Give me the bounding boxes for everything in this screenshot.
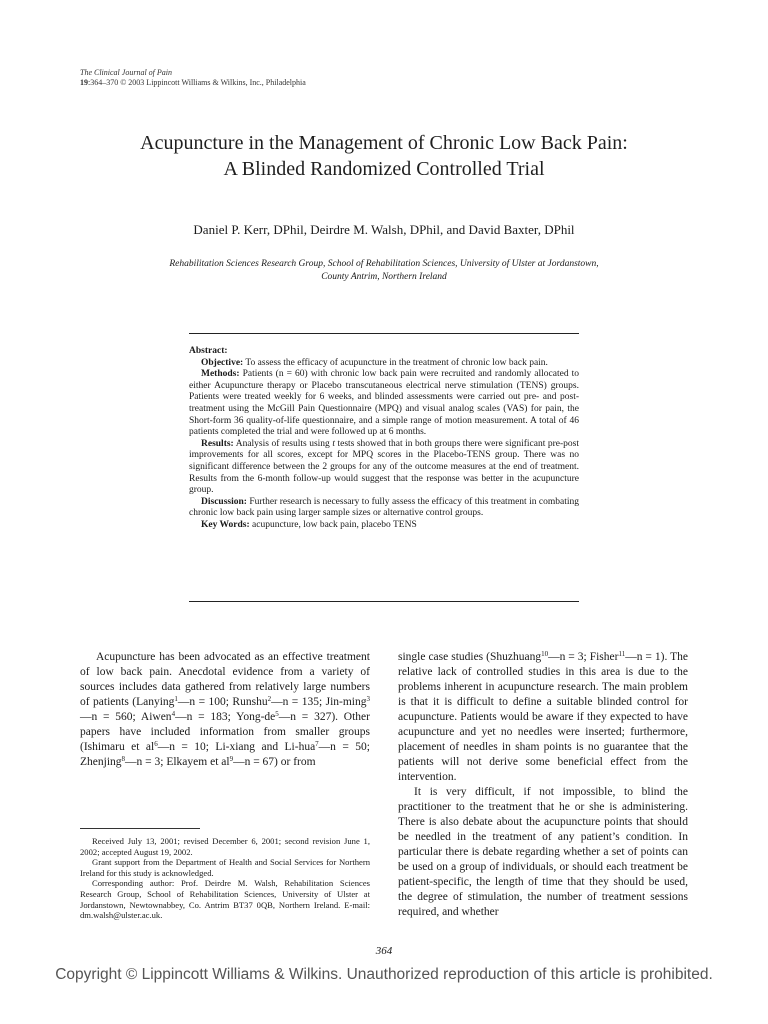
citation-superscript: 5 [275,710,279,718]
body-paragraph: It is very difficult, if not impossible, to blind the practitioner to the treatment that he or she is administering. There is also debate about the acupuncture points that should be needled in the treatment of any patient’s condition. In particular there is debate regarding whether a set of points can be used on a group of individuals, or should each treatment be patient-specific, the length of time that they should be used, the degree of stimulation, the number of treatment sessions required, and whether [398,786,688,918]
abstract-results [189,439,579,497]
journal-name: The Clinical Journal of Pain [80,68,172,77]
article-title [0,130,768,182]
keywords-text: acupuncture, low back pain, placebo TENS [249,519,417,530]
footnote-grant: Grant support from the Department of Health and Social Services for Northern Ireland for this study is acknowledged. [80,857,370,878]
journal-header [80,68,306,88]
methods-text: Patients (n = 60) with chronic low back pain were recruited and randomly allocated to either Acupuncture therapy or Placebo transcutaneous electrical nerve stimulation (TENS) groups. Patients were treated weekly for 6 weeks, and blinded assessments were carried out pre- and post-treatment using the McGill Pain Questionnaire (MPQ) and visual analog scales (VAS) for pain, the Short-form 36 quality-of-life questionnaire, and a simple range of motion measurement. A total of 46 patients completed the trial and were followed up at 6 months. [189,369,579,438]
body-paragraph [398,650,688,785]
journal-citation [80,78,306,88]
article-title-line-2: A Blinded Randomized Controlled Trial [223,158,545,180]
discussion-text: Further research is necessary to fully assess the efficacy of this treatment in combating chronic low back pain using larger sample sizes or alternative control groups. [189,496,579,519]
body-column-left [80,650,370,770]
body-text: —n = 183; Yong-de [175,711,276,723]
abstract-discussion [189,497,579,520]
results-t-italic: t [332,438,335,449]
citation-superscript: 2 [267,695,272,703]
body-text: —n = 10; Li-xiang and Li-hua [157,741,316,753]
body-text: —n = 50; Zhenjing [80,741,370,768]
abstract-objective [189,358,579,370]
page-number: 364 [375,945,393,957]
affiliation-line-2: County Antrim, Northern Ireland [321,272,447,282]
discussion-label: Discussion: [201,496,247,507]
journal-volume: 19 [80,78,88,87]
citation-superscript: 7 [315,740,319,748]
article-authors: Daniel P. Kerr, DPhil, Deirdre M. Walsh, DPhil, and David Baxter, DPhil [193,222,575,237]
methods-label: Methods: [201,369,240,380]
body-text: single case studies (Shuzhuang [398,651,542,663]
keywords-label: Key Words: [201,519,250,530]
objective-text: To assess the efficacy of acupuncture in the treatment of chronic low back pain. [243,357,548,368]
results-pre: Analysis of results using [233,438,333,449]
footnotes [80,836,370,921]
citation-superscript: 3 [366,695,370,703]
citation-superscript: 11 [618,650,626,658]
citation-superscript: 6 [154,740,158,748]
body-text: —n = 67) or from [233,756,316,768]
results-text: tests showed that in both groups there were significant pre-post improvements for all scores, except for MPQ scores in the Placebo-TENS group. There was no significant difference between the 2 groups for any of the outcome measures at the end of treatment. Results from the 6-month follow-up would suggest that the response was better in the acupuncture group. [189,438,579,496]
copyright-notice: Copyright © Lippincott Williams & Wilkins. Unauthorized reproduction of this article is prohibited. [55,966,713,983]
body-text: —n = 3; Elkayem et al [125,756,230,768]
body-text: —n = 1). The relative lack of controlled studies in this area is due to the problems inherent in acupuncture research. The main problem is that it is difficult to define a suitable blinded control for acupuncture. Patients would be aware if they expected to have acupuncture and yet no needles were inserted; furthermore, placement of needles in sham points is no guarantee that the patients will not derive some beneficial effect from the intervention. [398,651,688,783]
footnote-received: Received July 13, 2001; revised December 6, 2001; second revision June 1, 2002; accepted August 19, 2002. [80,836,370,857]
citation-superscript: 1 [174,695,178,703]
journal-citation-text: :364–370 © 2003 Lippincott Williams & Wilkins, Inc., Philadelphia [88,78,306,87]
footnote-correspondence: Corresponding author: Prof. Deirdre M. Walsh, Rehabilitation Sciences Research Group, School of Rehabilitation Sciences, University of Ulster at Jordanstown, Newtownabbey, Co. Antrim BT37 0QB, Northern Ireland. E-mail: dm.walsh@ulster.ac.uk. [80,878,370,921]
abstract-keywords [189,520,579,532]
abstract-methods [189,369,579,439]
citation-superscript: 10 [541,650,549,658]
abstract-top-rule [189,333,579,334]
citation-superscript: 9 [229,755,234,763]
footnote-rule [80,828,200,829]
abstract-bottom-rule [189,601,579,602]
objective-label: Objective: [201,357,244,368]
body-text: Acupuncture has been advocated as an effective treatment of low back pain. Anecdotal evidence from a variety of sources includes data gathered from relatively large numbers of patients (Lanying [80,651,370,708]
body-text: —n = 3; Fisher [548,651,619,663]
article-title-line-1: Acupuncture in the Management of Chronic Low Back Pain: [140,132,628,154]
body-text: —n = 560; Aiwen [80,711,172,723]
citation-superscript: 4 [171,710,176,718]
author-affiliation [0,258,768,284]
abstract-block [189,346,579,532]
body-paragraph [80,650,370,770]
body-column-right [398,650,688,920]
abstract-heading: Abstract: [189,346,228,356]
body-text: —n = 100; Runshu [177,696,268,708]
body-text: —n = 135; Jin-ming [271,696,367,708]
citation-superscript: 8 [121,755,126,763]
affiliation-line-1: Rehabilitation Sciences Research Group, School of Rehabilitation Sciences, University of Ulster at Jordanstown, [169,259,599,269]
body-text: —n = 327). Other papers have included information from smaller groups (Ishimaru et al [80,711,370,753]
results-label: Results: [201,438,234,449]
